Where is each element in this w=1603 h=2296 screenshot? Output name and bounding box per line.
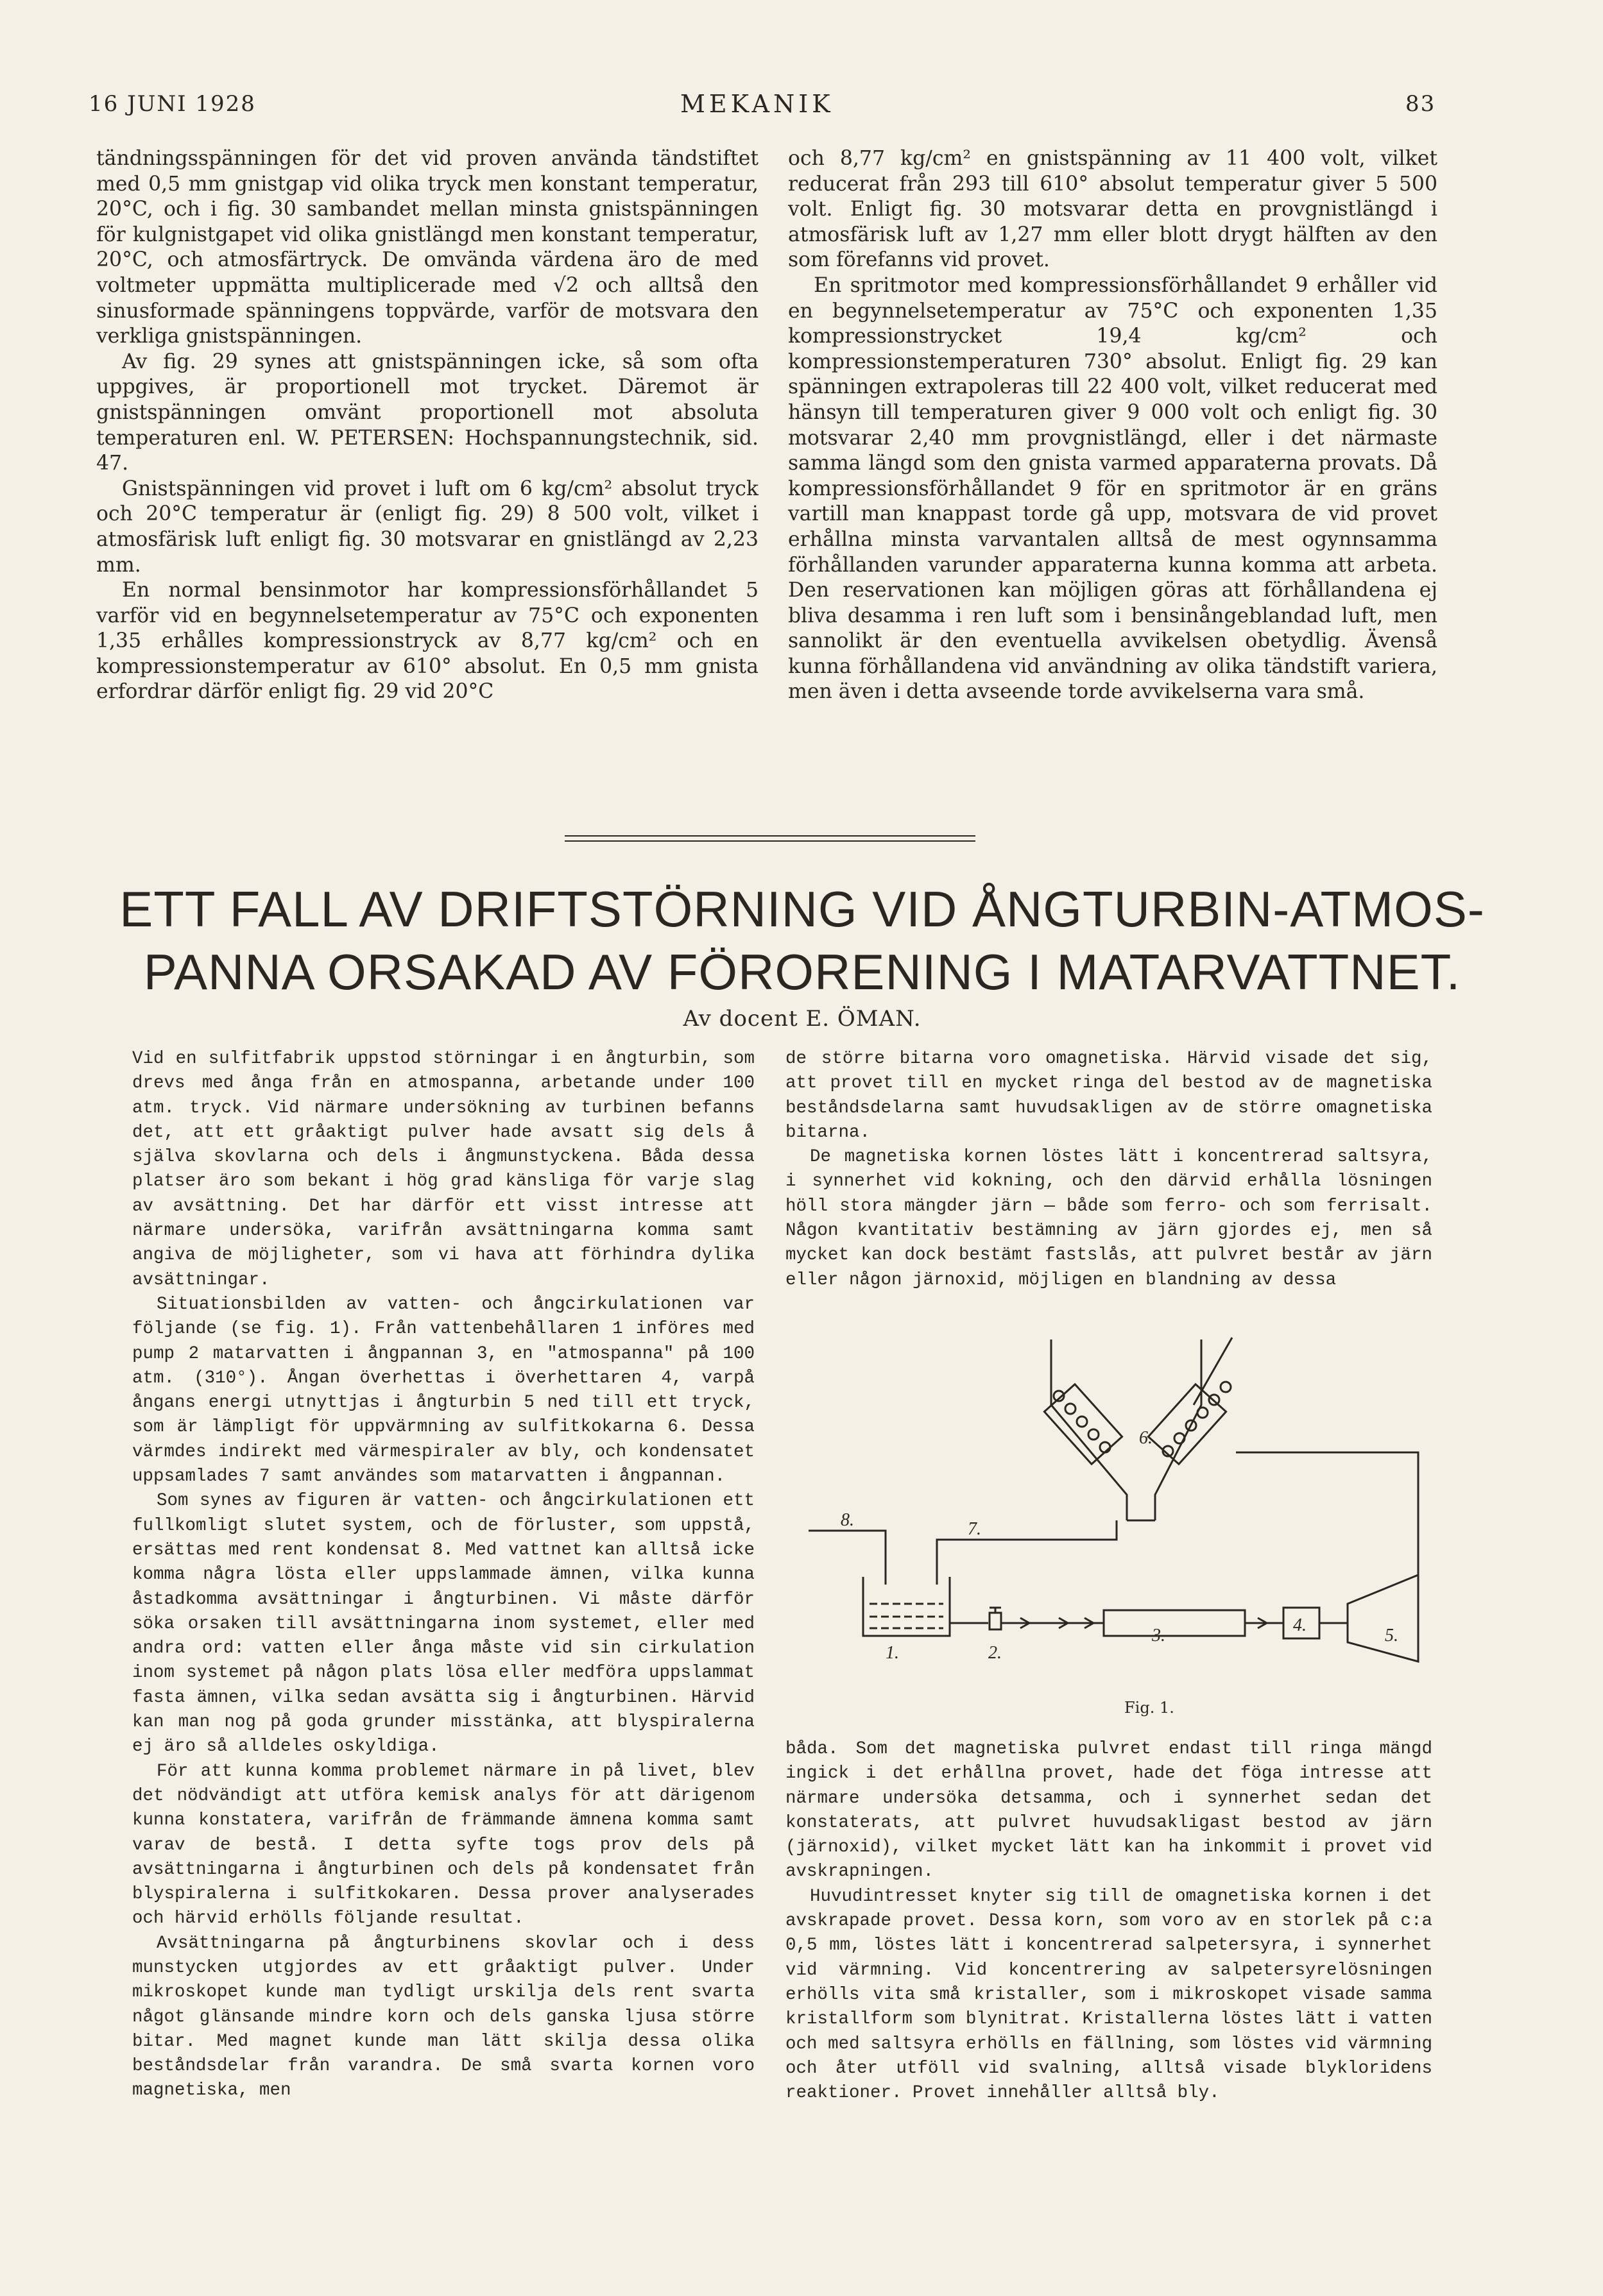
paragraph: För att kunna komma problemet närmare in på livet, blev det nödvändigt att utföra kemisk analys för att därigenom kunna konstatera, varifrån de främmande ämnena komma samt varav de bestå. I detta syfte togs prov dels på avsättningarna i ångturbinen och dels på kondensatet från blyspiralerna i sulfitkokaren. Dessa prover analyserades och härvid erhölls följande resultat. (132, 1761, 755, 1929)
paragraph: Avsättningarna på ångturbinens skovlar och i dess munstycken utgjordes av ett gråaktigt pulver. Under mikroskopet kunde man tydligt urskilja dels rent svarta något glänsande mindre korn och dels ganska ljusa större bitar. Med magnet kunde man lätt skilja dessa olika beståndsdelar från varandra. De små svarta kornen voro magnetiska, men (132, 1933, 755, 2101)
article-title-line-1: ETT FALL AV DRIFTSTÖRNING VID ÅNGTURBIN-ATMOS- (119, 881, 1485, 937)
label-5: 5. (1385, 1626, 1398, 1645)
label-6: 6. (1139, 1428, 1153, 1448)
paragraph: båda. Som det magnetiska pulvret endast till ringa mängd ingick i det erhållna provet, hade det föga intresse att närmare undersöka detsamma, och i synnerhet sedan det konstaterats, att pulvret huvudsakligast bestod av järn (järnoxid), vilket mycket lätt kan ha inkommit i provet vid avskrapningen. (785, 1739, 1432, 1882)
label-2: 2. (988, 1643, 1002, 1663)
bottom-right-column-lower (785, 1737, 1432, 2105)
page-date: 16 JUNI 1928 (89, 91, 256, 117)
paragraph: En normal bensinmotor har kompressionsförhållandet 5 varför vid en begynnelsetemperatur av 75°C och exponenten 1,35 erhålles kompressionstryck av 8,77 kg/cm² och en kompressionstemperatur av 610° absolut. En 0,5 mm gnista erfordrar därför enligt fig. 29 vid 20°C (96, 579, 759, 704)
section-divider (565, 840, 975, 842)
article-title-line-2: PANNA ORSAKAD AV FÖRORENING I MATARVATTNET. (143, 944, 1461, 1000)
paragraph: De magnetiska kornen löstes lätt i koncentrerad saltsyra, i synnerhet vid kokning, och den därvid erhålla lösningen höll stora mängder järn — både som ferro- och som ferrisalt. Någon kvantitativ bestämning av järn gjordes ej, men så mycket kan dock bestämt fastslås, att pulvret består av järn eller någon järnoxid, möjligen en blandning av dessa (785, 1147, 1432, 1290)
paragraph: Som synes av figuren är vatten- och ångcirkulationen ett fullkomligt slutet system, och de förluster, som uppstå, ersättas med rent kondensat 8. Med vattnet kan alltså icke komma några lösta eller uppslammade ämnen, vilka kunna åstadkomma avsättningar i ångturbinen. Vi måste därför söka orsaken till avsättningarna inom systemet, eller med andra ord: vatten eller ånga måste vid sin cirkulation inom systemet på någon plats lösa eller medföra uppslammat fasta ämnen, vilka sedan avsätta sig i ångturbinen. Härvid kan man nog på goda grunder misstänka, att blyspiralerna ej äro så alldeles oskyldiga. (132, 1491, 755, 1757)
bottom-right-column-upper (785, 1047, 1432, 1293)
paragraph: Vid en sulfitfabrik uppstod störningar i en ångturbin, som drevs med ånga från en atmospanna, arbetande under 100 atm. tryck. Vid närmare undersökning av turbinen befanns det, att ett gråaktigt pulver hade avsatt sig dels å själva skovlarna och dels i ångmunstyckena. Båda dessa platser äro som bekant i hög grad känsliga för varje slag av avsättning. Det har därför ett visst intresse att närmare undersöka, varifrån avsättningarna komma samt angiva de möjligheter, som vi hava att förhindra dylika avsättningar. (132, 1049, 755, 1290)
paragraph: Situationsbilden av vatten- och ångcirkulationen var följande (se fig. 1). Från vattenbehållaren 1 införes med pump 2 matarvatten i ångpannan 3, en "atmospanna" på 100 atm. (310°). Ångan överhettas i överhettaren 4, varpå ångans energi utnyttjas i ångturbin 5 ned till ett tryck, som är lämpligt för uppvärmning av sulfitkokarna 6. Dessa värmdes indirekt med värmespiraler av bly, och kondensatet uppsamlades 7 samt användes som matarvatten i ångpannan. (132, 1294, 755, 1487)
label-3: 3. (1152, 1626, 1165, 1645)
section-divider (565, 835, 975, 837)
label-8: 8. (841, 1510, 854, 1530)
paragraph: Huvudintresset knyter sig till de omagnetiska kornen i det avskrapade provet. Dessa korn, som voro av en storlek på c:a 0,5 mm, löstes lätt i koncentrerad salpetersyra, i synnerhet vid värmning. Vid koncentrering av salpetersyrelösningen erhölls vita små kristaller, som i mikroskopet visade samma kristallform som blynitrat. Kristallerna löstes lätt i vatten och med saltsyra erhölls en fällning, som löstes vid värmning och åter utföll vid svalning, alltså visade blykloridens reaktioner. Provet innehåller alltså bly. (785, 1886, 1432, 2104)
paragraph: Av fig. 29 synes att gnistspänningen icke, så som ofta uppgives, är proportionell mot trycket. Däremot är gnistspänningen omvänt proportionell mot absoluta temperaturen enl. W. PETERSEN: Hochspannungstechnik, sid. 47. (96, 350, 759, 475)
top-right-column (788, 146, 1437, 705)
label-7: 7. (968, 1519, 981, 1539)
journal-name: MEKANIK (680, 90, 834, 118)
bottom-left-column (132, 1047, 755, 2104)
paragraph: och 8,77 kg/cm² en gnistspänning av 11 400 volt, vilket reducerat från 293 till 610° absolut temperatur giver 5 500 volt. Enligt fig. 30 motsvarar detta en provgnistlängd i atmosfärisk luft av 1,27 mm eller blott drygt hälften av den som förefanns vid provet. (788, 147, 1437, 272)
paragraph: tändningsspänningen för det vid proven använda tändstiftet med 0,5 mm gnistgap vid olika tryck men konstant temperatur, 20°C, och i fig. 30 sambandet mellan minsta gnistspänningen för kulgnistgapet vid olika gnistlängd men konstant temperatur, 20°C, och atmosfärtryck. De omvända värdena äro de med voltmeter uppmätta multiplicerade med √2 och alltså den sinusformade spänningens toppvärde, varför de motsvara den verkliga gnistspänningen. (96, 147, 759, 348)
figure-1-caption: Fig. 1. (1124, 1699, 1174, 1717)
label-4: 4. (1293, 1615, 1307, 1635)
figure-1-diagram (783, 1328, 1437, 1687)
paragraph: Gnistspänningen vid provet i luft om 6 kg/cm² absolut tryck och 20°C temperatur är (enligt fig. 29) 8 500 volt, vilket i atmosfärisk luft enligt fig. 30 motsvarar en gnistlängd av 2,23 mm. (96, 477, 759, 577)
paragraph: En spritmotor med kompressionsförhållandet 9 erhåller vid en begynnelsetemperatur av 75°C och exponenten 1,35 kompressionstrycket 19,4 kg/cm² och kompressionstemperaturen 730° absolut. Enligt fig. 29 kan spänningen extrapoleras till 22 400 volt, vilket reducerat med hänsyn till temperaturen giver 9 000 volt och enligt fig. 30 motsvarar 2,40 mm provgnistlängd, eller i det närmaste samma längd som den gnista varmed apparaterna provats. Då kompressionsförhållandet 9 för en spritmotor är en gräns vartill man knappast torde gå upp, motsvara de vid provet erhållna minsta varvantalen alltså de mest ogynnsamma förhållanden varunder apparaterna kunna komma att arbeta. Den reservationen kan möjligen göras att förhållandena ej bliva desamma i ren luft som i bensinångeblandad luft, men sannolikt är den eventuella avvikelsen obetydlig. Ävenså kunna förhållandena vid användning av olika tändstift variera, men även i detta avseende torde avvikelserna vara små. (788, 273, 1437, 704)
top-left-column (96, 146, 759, 705)
paragraph: de större bitarna voro omagnetiska. Härvid visade det sig, att provet till en mycket ringa del bestod av de magnetiska beståndsdelarna samt huvudsakligen av de större omagnetiska bitarna. (785, 1049, 1432, 1143)
page-number: 83 (1405, 91, 1436, 117)
article-byline: Av docent E. ÖMAN. (683, 1006, 922, 1032)
label-1: 1. (886, 1643, 899, 1663)
